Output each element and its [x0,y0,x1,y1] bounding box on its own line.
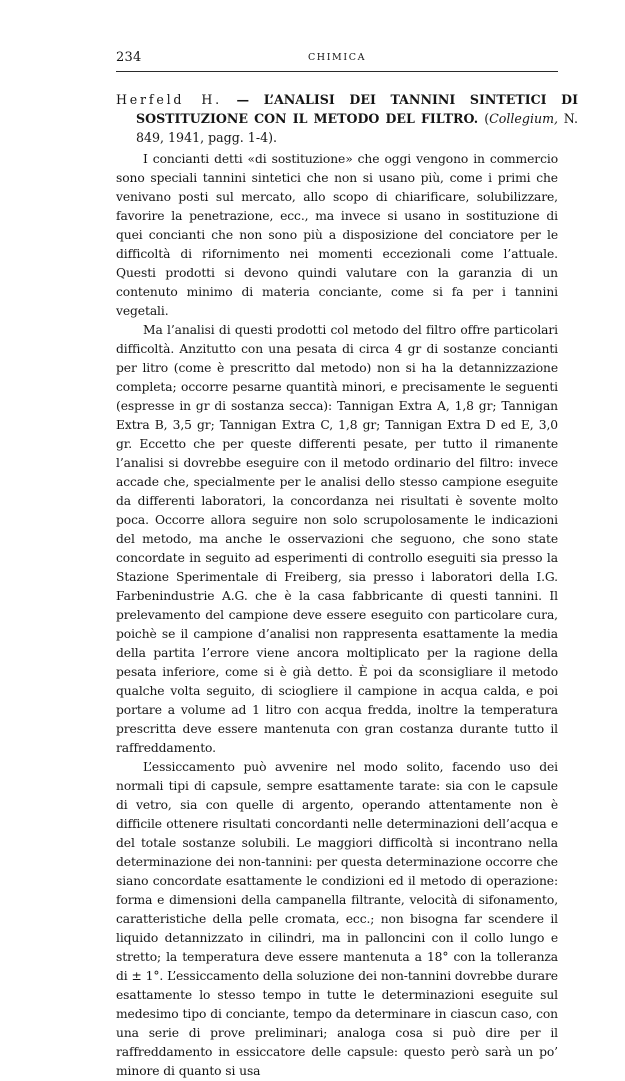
running-header [116,50,558,66]
paragraph: Ma l’analisi di questi prodotti col metodo del filtro offre particolari difficoltà. Anzitutto con una pesata di circa 4 gr di sostanze concianti per litro (come è prescritto dal metodo) non si ha la detannizzazione completa; occorre pesarne quantità minori, e precisamente le seguenti (espresse in gr di sostanza secca): Tannigan Extra A, 1,8 gr; Tannigan Extra B, 3,5 gr; Tannigan Extra C, 1,8 gr; Tannigan Extra D ed E, 3,0 gr. Eccetto che per queste differenti pesate, per tutto il rimanente l’analisi si dovrebbe eseguire con il metodo ordinario del filtro: invece accade che, specialmente per le analisi dello stesso campione eseguite da differenti laboratori, la concordanza nei risultati è sovente molto poca. Occorre allora seguire non solo scrupolosamente le indicazioni del metodo, ma anche le osservazioni che seguono, che sono state concordate in seguito ad esperimenti di controllo eseguiti sia presso la Stazione Sperimentale di Freiberg, sia presso i laboratori della I.G. Farbenindustrie A.G. che è la casa fabbricante di questi tannini. Il prelevamento del campione deve essere eseguito con particolare cura, poichè se il campione d’analisi non rappresenta esattamente la media della partita l’errore viene ancora moltiplicato per la ragione della pesata inferiore, come si è già detto. È poi da sconsigliare il metodo qualche volta seguito, di sciogliere il campione in acqua calda, e poi portare a volume ad 1 litro con acqua fredda, inoltre la temperatura prescritta deve essere mantenuta con gran costanza durante tutto il raffreddamento. [116,323,558,755]
article-citation: (Collegium, N. 849, 1941, pagg. 1-4). [136,111,578,145]
journal-name: Collegium, [489,111,559,126]
heading-dash: — [221,92,264,107]
article-author: Herfeld H. [116,92,222,107]
article-title: L’ANALISI DEI TANNINI SINTETICI DI SOSTITUZIONE CON IL METODO DEL FILTRO. [136,92,578,126]
article-body [116,150,558,1081]
article-heading [116,90,578,147]
header-rule [116,71,558,72]
section-title: CHIMICA [307,52,367,63]
paragraph: I concianti detti «di sostituzione» che oggi vengono in commercio sono speciali tannini sintetici che non si usano più, come i primi che venivano posti sul mercato, allo scopo di chiarificare, solubilizzare, favorire la penetrazione, ecc., ma invece si usano in sostituzione di quei concianti che non sono più a disposizione del conciatore per le difficoltà di rifornimento nei momenti eccezionali come l’attuale. Questi prodotti si devono quindi valutare con la garanzia di un contenuto minimo di materia conciante, come si fa per i tannini vegetali. [116,152,558,318]
citation-details: N. 849, 1941, pagg. 1-4). [136,111,578,145]
page-number: 234 [116,50,142,65]
paragraph: L’essiccamento può avvenire nel modo solito, facendo uso dei normali tipi di capsule, sempre esattamente tarate: sia con le capsule di vetro, sia con quelle di argento, operando attentamente non è difficile ottenere risultati concordanti nelle determinazioni dell’acqua e del totale sostanze solubili. Le maggiori difficoltà si incontrano nella determinazione dei non-tannini: per questa determinazione occorre che siano concordate esattamente le condizioni ed il metodo di operazione: forma e dimensioni della campanella filtrante, velocità di sifonamento, caratteristiche della pelle cromata, ecc.; non bisogna far scendere il liquido detannizzato in cilindri, ma in palloncini con il collo lungo e stretto; la temperatura deve essere mantenuta a 18° con la tolleranza di ± 1°. L’essiccamento della soluzione dei non-tannini dovrebbe durare esattamente lo stesso tempo in tutte le determinazioni eseguite sul medesimo tipo di conciante, tempo da determinare in ciascun caso, con una serie di prove preliminari; analoga cosa si può dire per il raffreddamento in essiccatore delle capsule: questo però sarà un po’ minore di quanto si usa [116,760,558,1078]
